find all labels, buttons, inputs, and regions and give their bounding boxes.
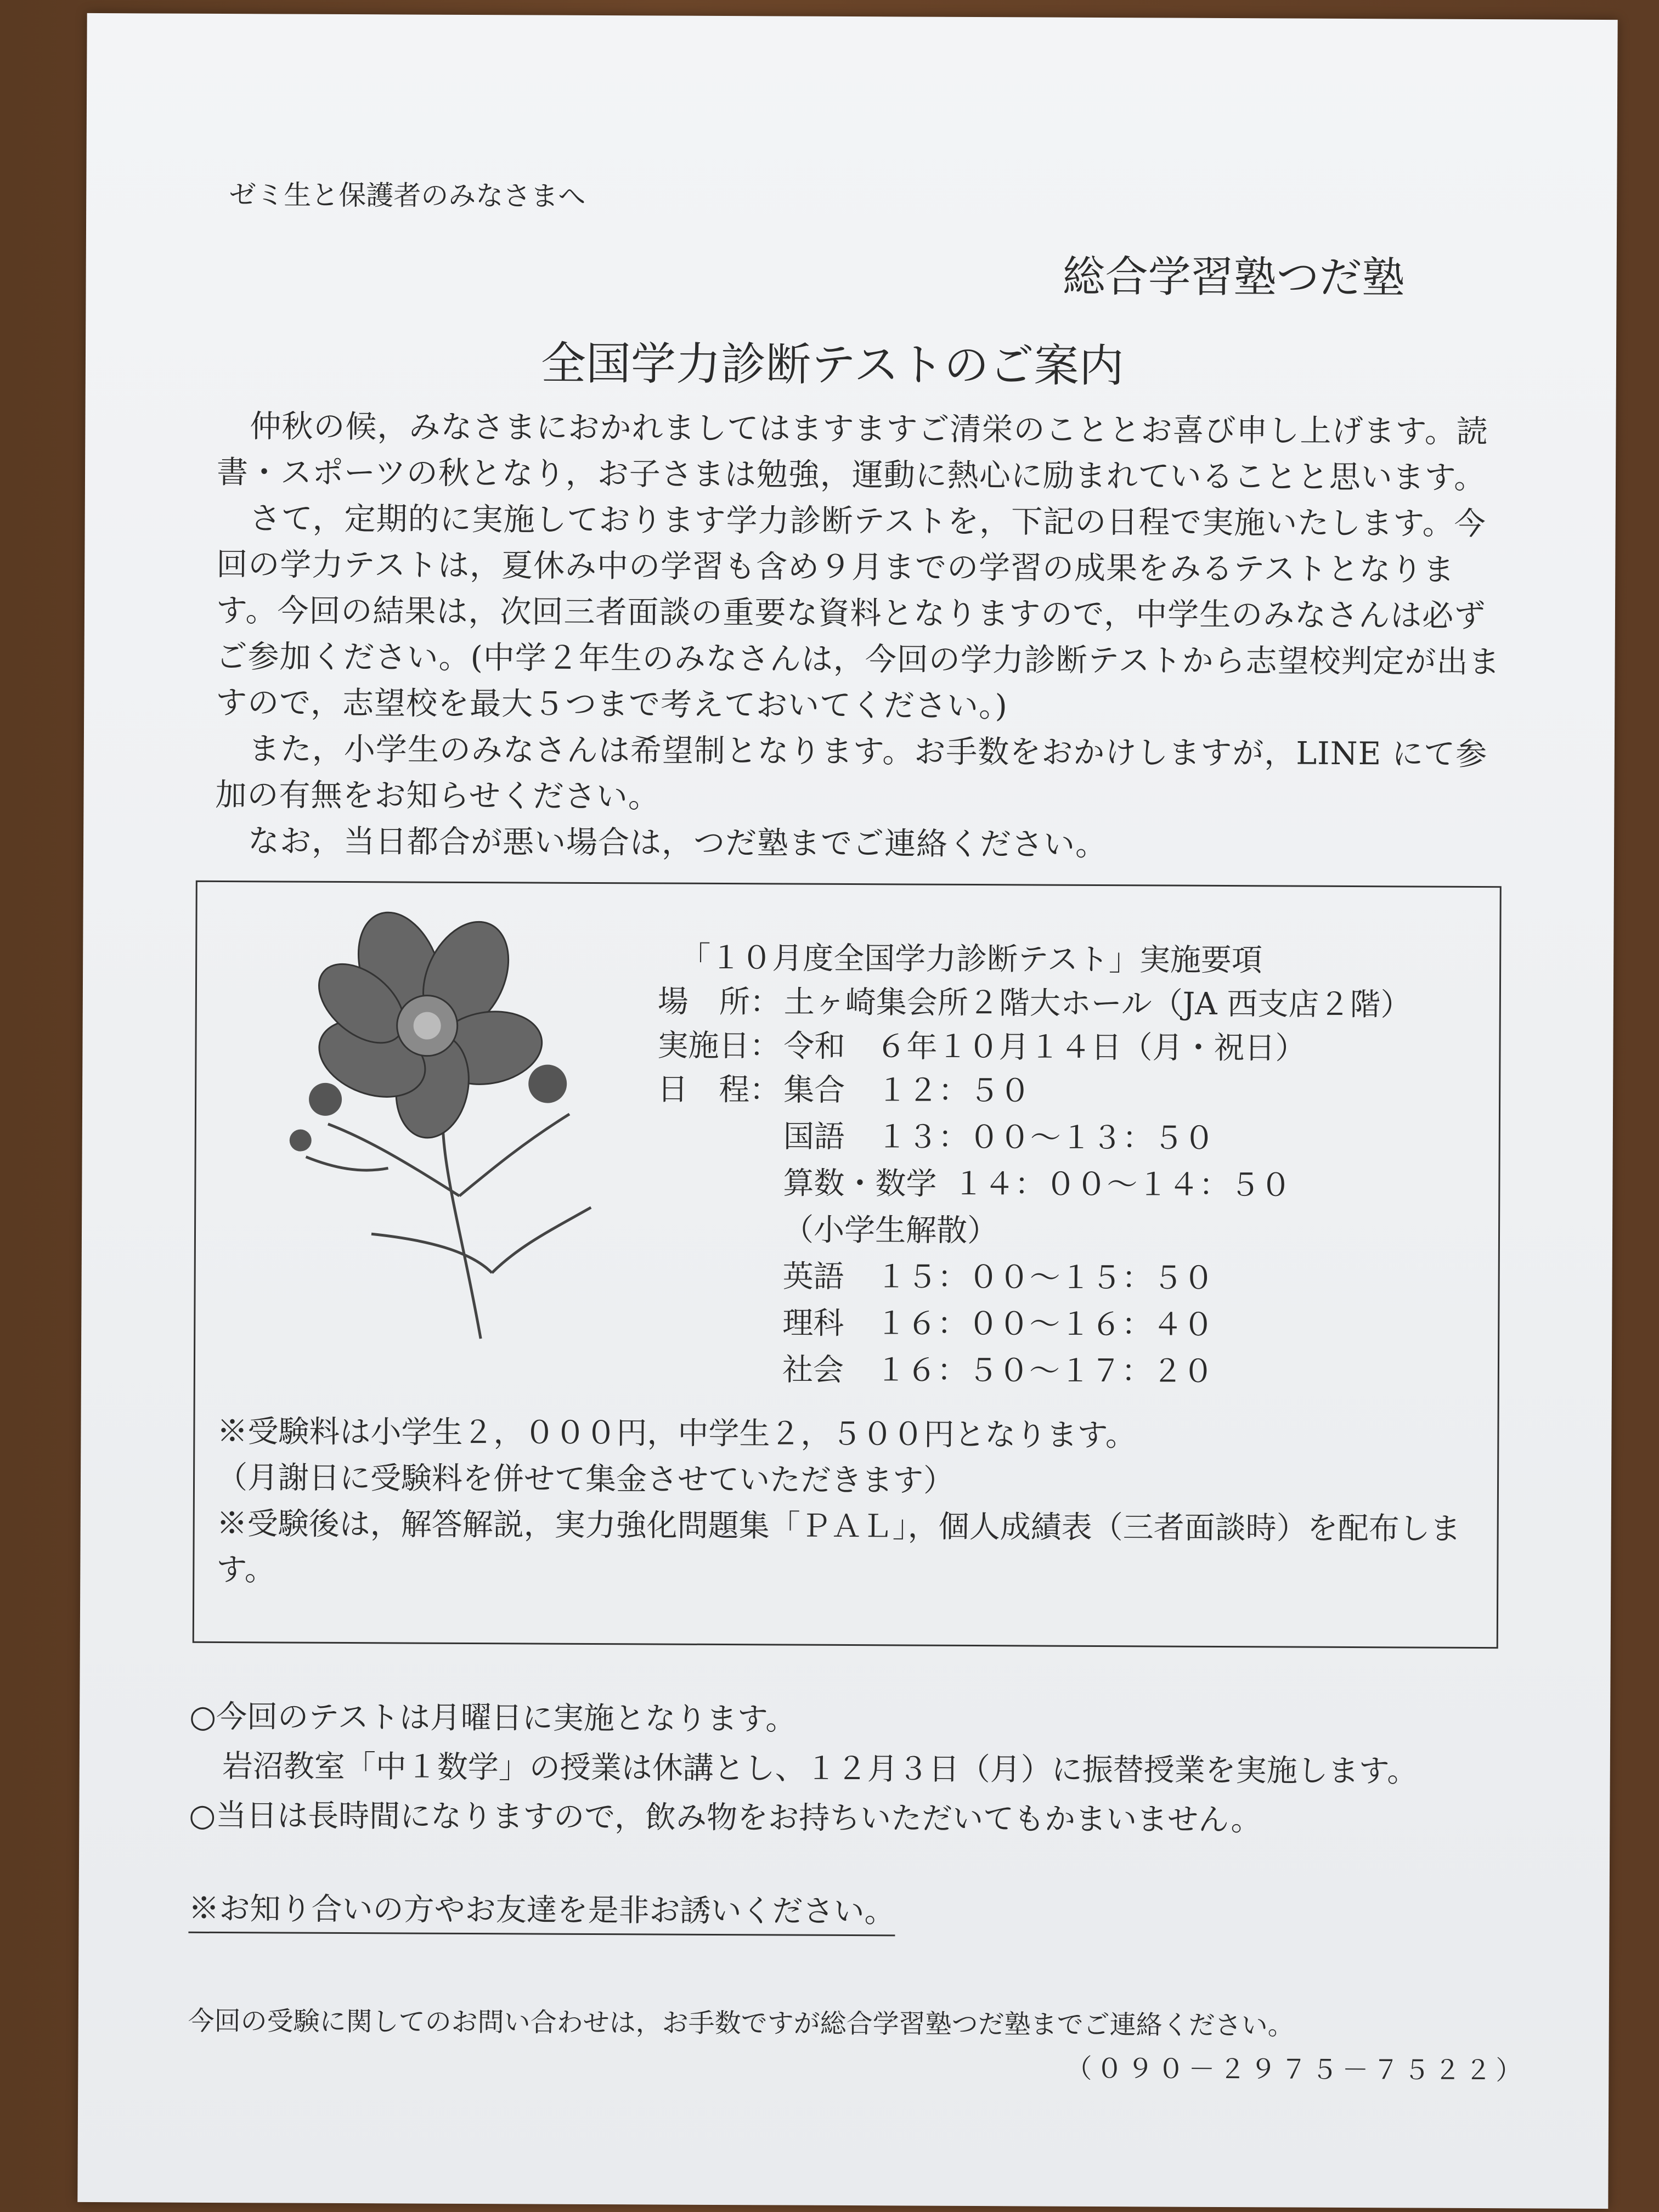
note-line: （月謝日に受験料を併せて集金させていただきます） [216,1459,955,1499]
contact-text: 今回の受験に関してのお問い合わせは，お手数ですが総合学習塾つだ塾までご連絡ください。 [188,2005,1294,2041]
place-value: 土ヶ崎集会所２階大ホール（JA 西支店２階） [783,984,1412,1023]
date-label: 実施日： [657,1028,781,1064]
note-line: ※受験後は，解答解説，実力強化問題集「ＰＡＬ」，個人成績表（三者面談時）を配布します。 [216,1505,1461,1588]
details-box [193,881,1502,1649]
schedule-time: １４：００～１４：５０ [953,1166,1291,1204]
schedule-label: 日 程： [657,1071,781,1108]
cosmos-flower-icon [261,910,619,1350]
schedule-subject: 社会 [782,1352,844,1388]
schedule-time: １６：００～１６：４０ [876,1306,1214,1343]
monday-note: ○今回のテストは月曜日に実施となります。 [189,1699,797,1737]
fee-notes [216,1409,1479,1599]
body-paragraph: また，小学生のみなさんは希望制となります。お手数をおかけしますが，LINE にて参加の有無をお知らせください。 [215,731,1488,815]
body-paragraph: さて，定期的に実施しております学力診断テストを，下記の日程で実施いたします。今回の学力テストは，夏休み中の学習も含め９月までの学習の成果をみるテストとなります。今回の結果は，次回三者面談の重要な資料となりますので，中学生のみなさんは必ずご参加ください。(中学２年生のみなさんは，今回の学力診断テストから志望校判定が出ますので，志望校を最大５つまで考えておいてください。) [216,500,1500,725]
schedule-subject: 理科 [782,1305,844,1341]
schedule-subject: 英語 [782,1259,844,1295]
phone-number: （０９０－２９７５－７５２２） [1065,2053,1527,2086]
schedule-time: １２：５０ [877,1073,1031,1109]
place-label: 場 所： [657,984,781,1020]
letter-body [215,403,1512,870]
schedule-time: １５：００～１５：５０ [876,1259,1214,1296]
schedule-subject: （小学生解散） [782,1212,998,1249]
makeup-class-note: 岩沼教室「中１数学」の授業は休講とし、１２月３日（月）に振替授業を実施します。 [222,1748,1418,1790]
note-line: ※受験料は小学生２，０００円，中学生２，５００円となります。 [217,1413,1137,1454]
schedule-subject: 集合 [783,1072,845,1108]
letter-title: 全国学力診断テストのご案内 [540,337,1124,393]
details-heading: 「１０月度全国学力診断テスト」実施要項 [680,940,1263,979]
body-paragraph: なお，当日都合が悪い場合は，つだ塾までご連絡ください。 [247,823,1108,864]
date-value: 令和 ６年１０月１４日（月・祝日） [783,1028,1306,1066]
printed-letter [77,13,1617,2209]
schedule-time: １３：００～１３：５０ [876,1119,1215,1156]
schedule-subject: 算数・数学 [783,1165,937,1202]
body-paragraph: 仲秋の候，みなさまにおかれましてはますますご清栄のこととお喜び申し上げます。読書・スポーツの秋となり，お子さまは勉強，運動に熱心に励まれていることと思います。 [216,408,1488,496]
recipient-line: ゼミ生と保護者のみなさまへ [229,179,586,212]
invite-note: ※お知り合いの方やお友達を是非お誘いください。 [188,1884,895,1937]
school-name: 総合学習塾つだ塾 [1062,252,1405,303]
schedule-time: １６：５０～１７：２０ [875,1352,1214,1390]
schedule-subject: 国語 [783,1119,845,1155]
drinks-note: ○当日は長時間になりますので，飲み物をお持ちいただいてもかまいません。 [189,1797,1262,1838]
